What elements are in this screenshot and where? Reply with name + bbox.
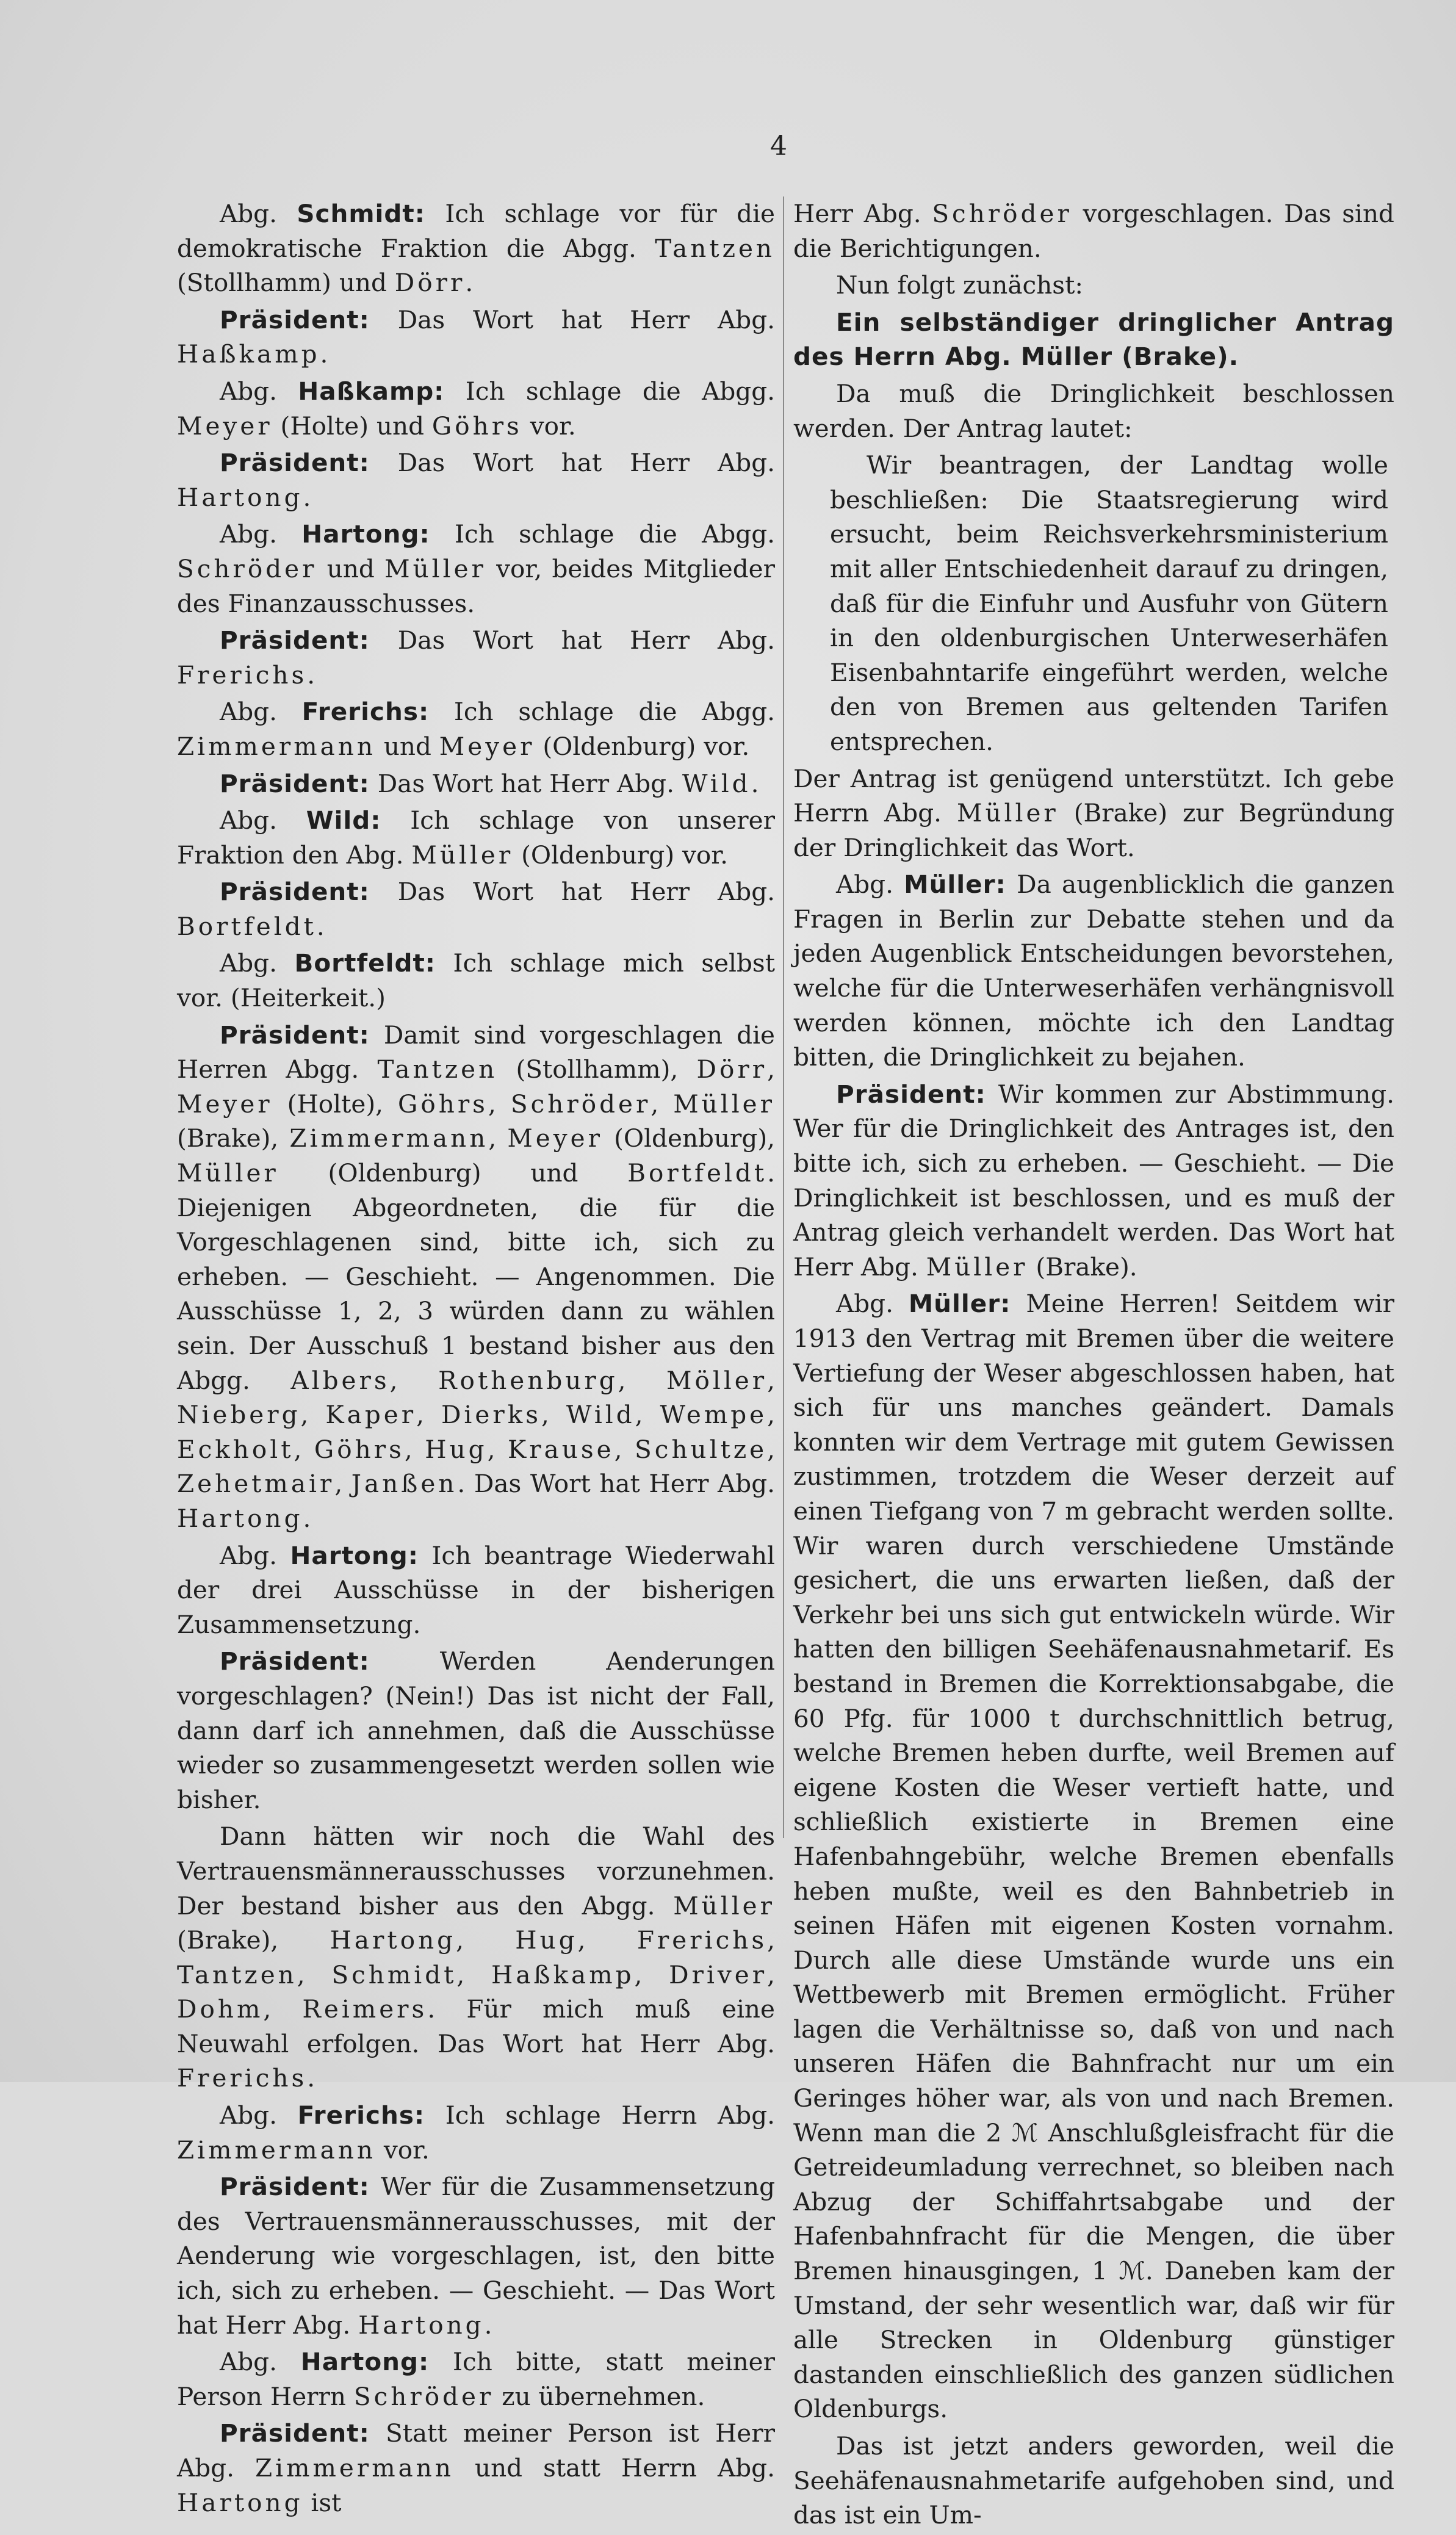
spaced-name: Frerichs <box>636 1925 768 1955</box>
spaced-name: Müller <box>384 554 486 583</box>
text-run: Abg. <box>220 948 295 978</box>
paragraph <box>177 517 775 621</box>
paragraph <box>793 377 1394 445</box>
text-run: . Diejenigen Abgeordneten, die für die Vorgeschlagenen sind, bitte ich, sich zu erheben. — Geschieht. — Angenommen. Die Ausschüsse 1, 2, 3 würden dann zu wählen sein. Der Ausschuß 1 bestand bisher aus den Abgg. <box>177 1158 775 1395</box>
spaced-name: Göhrs <box>398 1089 488 1119</box>
spaced-name: Frerichs <box>177 660 308 690</box>
text-run: Das Wort hat Herr Abg. <box>369 448 775 478</box>
paragraph <box>177 303 775 372</box>
text-run: Ich bitte, statt meiner Person Herrn <box>177 2347 775 2411</box>
spaced-name: Hartong <box>177 1503 303 1533</box>
text-run: Ich beantrage Wiederwahl der drei Ausschüsse in der bisherigen Zusammensetzung. <box>177 1540 775 1639</box>
text-run: vor. <box>375 2135 430 2165</box>
spaced-name: Tantzen <box>655 233 775 263</box>
text-run: (Stollhamm) und <box>177 268 395 298</box>
text-run: , <box>767 1960 775 1989</box>
text-run: Wir beantragen, der Landtag wolle beschließen: Die Staatsregierung wird ersucht, beim Reichsverkehrsministerium mit aller Entschiedenheit darauf zu dringen, daß für die Einfuhr und Ausfuhr von Gütern in den oldenburgischen Unterweserhäfen Eisenbahntarife eingeführt werden, welche den von Bremen aus geltenden Tarifen entsprechen. <box>830 450 1388 756</box>
speaker-label: Schmidt: <box>297 199 425 228</box>
speaker-label: Haßkamp: <box>298 376 445 406</box>
paragraph <box>793 1286 1394 2426</box>
speaker-label: Präsident: <box>220 2172 370 2202</box>
text-run: , <box>297 1960 332 1989</box>
spaced-name: Rothenburg <box>438 1365 618 1395</box>
text-run: , <box>614 1434 635 1464</box>
paragraph <box>793 1077 1394 1285</box>
paragraph <box>793 305 1394 374</box>
spaced-name: Zimmermann <box>177 731 376 761</box>
spaced-name: Schröder <box>177 554 317 583</box>
right-column <box>793 197 1394 2535</box>
text-run: . <box>751 768 759 798</box>
text-run: Wir kommen zur Abstimmung. Wer für die Dringlichkeit des Antrages ist, den bitte ich, sich zu erheben. — Geschieht. — Die Dringlichkeit ist beschlossen, und es muß der Antrag gleich verhandelt werden. Das Wort hat Herr Abg. <box>793 1079 1394 1282</box>
speaker-label: Präsident: <box>836 1079 986 1109</box>
speaker-label: Präsident: <box>220 1646 370 1676</box>
text-run: (Brake), <box>177 1925 330 1955</box>
spaced-name: Bortfeldt <box>177 911 317 941</box>
spaced-name: Tantzen <box>377 1055 498 1084</box>
text-run: und statt Herrn Abg. <box>453 2453 775 2483</box>
text-run: , <box>635 1400 660 1430</box>
speaker-label: Präsident: <box>220 2418 370 2448</box>
spaced-name: Zehetmair <box>177 1469 335 1499</box>
spaced-name: Müller <box>177 1158 279 1188</box>
paragraph <box>177 2345 775 2414</box>
spaced-name: Haßkamp <box>177 339 320 369</box>
text-run: Herr Abg. <box>793 199 932 228</box>
speaker-label: Hartong: <box>300 2347 430 2377</box>
spaced-name: Müller <box>411 840 514 870</box>
speaker-label: Ein selbständiger dringlicher Antrag des Herrn Abg. Müller (Brake). <box>793 307 1394 372</box>
text-run: , <box>767 1400 775 1430</box>
speaker-label: Wild: <box>306 806 381 835</box>
paragraph <box>177 197 775 300</box>
spaced-name: Müller <box>673 1089 775 1119</box>
text-run: Das Wort hat Herr Abg. <box>369 626 775 655</box>
text-run: , <box>488 1089 511 1119</box>
paragraph <box>177 2098 775 2167</box>
text-run: Das Wort hat Herr Abg. <box>369 768 682 798</box>
text-run: Meine Herren! Seitdem wir 1913 den Vertrag mit Bremen über die weitere Vertiefung der Weser abgeschlossen haben, hat sich für uns manches geändert. Damals konnten wir dem Vertrage mit gutem Gewissen zustimmen, trotzdem die Weser derzeit auf einen Tiefgang von 7 m gebracht werden sollte. Wir waren durch verschiedene Umstände gesichert, die uns erwarten ließen, daß der Verkehr bei uns sich gut entwickeln würde. Wir hatten den billigen Seehäfenausnahmetarif. Es bestand in Bremen die Korrektionsabgabe, die 60 Pfg. für 1000 t durchschnittlich betrug, welche Bremen heben durfte, weil Bremen auf eigene Kosten die Weser vertieft hatte, und schließlich existierte in Bremen eine Hafenbahngebühr, welche Bremen ebenfalls heben mußte, weil es den Bahnbetrieb in seinen Häfen mit eigenen Kosten vornahm. Durch alle diese Umstände wurde uns ein Wettbewerb mit Bremen ermöglicht. Früher lagen die Verhältnisse so, daß von und nach unseren Häfen die Bahnfracht nur um ein Geringes höher war, als von und nach Bremen. Wenn man die 2 ℳ Anschlußgleisfracht für die Getreideumladung verrechnet, so bleiben nach Abzug der Schiffahrtsabgabe und der Hafenbahnfracht für die Mengen, die über Bremen hinausgingen, 1 ℳ. Daneben kam der Umstand, der sehr wesentlich war, daß wir für alle Strecken in Oldenburg günstiger dastanden einschließlich des ganzen südlichen Oldenburgs. <box>793 1289 1394 2424</box>
spaced-name: Meyer <box>177 1089 273 1119</box>
speaker-label: Präsident: <box>220 305 370 334</box>
text-run: (Oldenburg) vor. <box>513 840 729 870</box>
text-run: , <box>767 1925 775 1955</box>
text-run: (Brake), <box>177 1123 290 1153</box>
text-run: (Oldenburg), <box>602 1123 776 1153</box>
text-run: ist <box>303 2487 342 2517</box>
text-run: , <box>651 1089 674 1119</box>
paragraph <box>793 268 1394 303</box>
spaced-name: Schultze <box>635 1434 768 1464</box>
spaced-name: Zimmermann <box>177 2135 376 2165</box>
text-run: Ich schlage vor für die demokratische Fraktion die Abgg. <box>177 199 775 263</box>
paragraph <box>177 1819 775 2096</box>
spaced-name: Meyer <box>177 411 273 441</box>
text-run: , <box>416 1400 441 1430</box>
text-run: Abg. <box>220 199 297 228</box>
text-run: Das ist jetzt anders geworden, weil die Seehäfenausnahmetarife aufgehoben sind, und das ist ein Um- <box>793 2431 1394 2530</box>
paragraph <box>177 1538 775 1642</box>
spaced-name: Hartong <box>330 1925 456 1955</box>
paragraph <box>177 1018 775 1536</box>
text-run: Das Wort hat Herr Abg. <box>369 877 775 907</box>
spaced-name: Frerichs <box>177 2063 308 2093</box>
spaced-name: Dörr <box>394 268 466 298</box>
spaced-name: Hartong <box>177 2487 303 2517</box>
spaced-name: Hug <box>425 1434 488 1464</box>
text-run: Das Wort hat Herr Abg. <box>369 305 775 334</box>
spaced-name: Tantzen <box>177 1960 297 1989</box>
text-run: , <box>767 1365 776 1395</box>
text-run: , <box>263 1994 303 2024</box>
spaced-name: Janßen <box>351 1469 458 1499</box>
spaced-name: Göhrs <box>314 1434 405 1464</box>
text-run: und <box>317 554 385 583</box>
text-run: Werden Aenderungen vorgeschlagen? (Nein!) Das ist nicht der Fall, dann darf ich annehmen, daß die Ausschüsse wieder so zusammengesetzt werden sollen wie bisher. <box>177 1646 775 1814</box>
text-run: Abg. <box>220 697 302 727</box>
text-run: . Für mich muß eine Neuwahl erfolgen. Das Wort hat Herr Abg. <box>177 1994 775 2058</box>
text-run: Der Antrag ist genügend unterstützt. Ich gebe Herrn Abg. <box>793 763 1394 828</box>
text-run: , <box>294 1434 314 1464</box>
text-run: Abg. <box>836 870 904 900</box>
text-run: Ich schlage von unserer Fraktion den Abg. <box>177 806 775 870</box>
paragraph <box>177 2416 775 2520</box>
text-run: , <box>487 1434 508 1464</box>
text-run: , <box>404 1434 425 1464</box>
spaced-name: Hartong <box>358 2310 485 2340</box>
paragraph <box>177 1644 775 1817</box>
text-run: , <box>634 1960 669 1989</box>
text-run: , <box>767 1434 776 1464</box>
speaker-label: Präsident: <box>220 448 370 478</box>
spaced-name: Müller <box>926 1252 1028 1282</box>
text-run: vorgeschlagen. Das sind die Berichtigungen. <box>793 199 1394 263</box>
left-column <box>177 197 775 2522</box>
text-run: . <box>303 482 311 512</box>
spaced-name: Dörr <box>696 1055 768 1084</box>
text-run: Ich schlage die Abgg. <box>429 697 775 727</box>
text-run: (Holte) und <box>272 411 432 441</box>
text-run: , <box>389 1365 439 1395</box>
text-run: . <box>303 1503 311 1533</box>
spaced-name: Dierks <box>441 1400 542 1430</box>
spaced-name: Haßkamp <box>491 1960 635 1989</box>
speaker-label: Müller: <box>908 1289 1011 1319</box>
spaced-name: Göhrs <box>431 411 522 441</box>
speaker-label: Bortfeldt: <box>294 948 436 978</box>
text-run: , <box>456 1960 491 1989</box>
spaced-name: Driver <box>669 1960 768 1989</box>
spaced-name: Dohm <box>177 1994 264 2024</box>
spaced-name: Meyer <box>439 731 535 761</box>
text-run: Dann hätten wir noch die Wahl des Vertrauensmännerausschusses vorzunehmen. Der bestand bisher aus den Abgg. <box>177 1822 775 1920</box>
speaker-label: Müller: <box>904 870 1006 900</box>
paragraph <box>177 766 775 801</box>
text-run: Da augenblicklich die ganzen Fragen in Berlin zur Debatte stehen und da jeden Augenblick Entscheidungen bevorstehen, welche für die Unterweserhäfen verhängnisvoll werden können, möchte ich den Landtag bitten, die Dringlichkeit zu bejahen. <box>793 870 1394 1072</box>
speaker-label: Hartong: <box>290 1540 419 1570</box>
text-run: , <box>456 1925 516 1955</box>
paragraph <box>177 874 775 943</box>
text-run: vor. <box>522 411 576 441</box>
paragraph <box>793 867 1394 1075</box>
spaced-name: Kaper <box>325 1400 417 1430</box>
text-run: Abg. <box>220 376 298 406</box>
text-run: , <box>767 1055 775 1084</box>
text-run: , <box>300 1400 326 1430</box>
text-run: Da muß die Dringlichkeit beschlossen werden. Der Antrag lautet: <box>793 378 1394 443</box>
text-run: (Oldenburg) und <box>278 1158 628 1188</box>
column-divider <box>783 197 784 1838</box>
speaker-label: Frerichs: <box>297 2100 425 2130</box>
text-run: . <box>307 2063 315 2093</box>
text-run: und <box>375 731 439 761</box>
spaced-name: Bortfeldt <box>627 1158 768 1188</box>
text-run: Abg. <box>220 2100 298 2130</box>
paragraph <box>177 694 775 763</box>
spaced-name: Reimers <box>302 1994 428 2024</box>
text-run: (Holte), <box>272 1089 398 1119</box>
spaced-name: Wild <box>566 1400 635 1430</box>
speaker-label: Hartong: <box>301 519 430 549</box>
spaced-name: Zimmermann <box>289 1123 489 1153</box>
spaced-name: Möller <box>666 1365 768 1395</box>
text-run: vor, beides Mitglieder des Finanzausschusses. <box>177 554 775 618</box>
text-run: (Oldenburg) vor. <box>535 731 750 761</box>
text-run: Ich schlage die Abgg. <box>430 519 775 549</box>
text-run: (Brake). <box>1028 1252 1137 1282</box>
text-run: (Stollhamm), <box>497 1055 697 1084</box>
spaced-name: Schröder <box>353 2381 494 2411</box>
text-run: , <box>541 1400 566 1430</box>
spaced-name: Müller <box>956 798 1059 828</box>
text-run: Abg. <box>220 519 302 549</box>
spaced-name: Nieberg <box>177 1400 301 1430</box>
text-run: Ich schlage Herrn Abg. <box>425 2100 775 2130</box>
text-run: . <box>484 2310 492 2340</box>
paragraph <box>177 803 775 872</box>
text-run: Ich schlage mich selbst vor. (Heiterkeit.) <box>177 948 775 1013</box>
text-run: . <box>316 911 325 941</box>
text-run: , <box>577 1925 637 1955</box>
text-run: Ich schlage die Abgg. <box>444 376 775 406</box>
spaced-name: Zimmermann <box>255 2453 454 2483</box>
text-run: zu übernehmen. <box>494 2381 705 2411</box>
spaced-name: Hug <box>515 1925 578 1955</box>
quoted-motion-paragraph <box>830 448 1388 759</box>
paragraph <box>793 2429 1394 2533</box>
text-run: (Brake) zur Begründung der Dringlichkeit das Wort. <box>793 798 1395 862</box>
text-run: Wer für die Zusammensetzung des Vertrauensmännerausschusses, mit der Aenderung wie vorgeschlagen, ist, den bitte ich, sich zu erheben. — Geschieht. — Das Wort hat Herr Abg. <box>177 2172 775 2340</box>
text-run: , <box>488 1123 508 1153</box>
text-run: Damit sind vorgeschlagen die Herren Abgg. <box>177 1020 775 1084</box>
speaker-label: Präsident: <box>220 626 370 655</box>
speaker-label: Frerichs: <box>301 697 430 727</box>
speaker-label: Präsident: <box>220 768 370 798</box>
text-run: . <box>307 660 315 690</box>
spaced-name: Wempe <box>660 1400 768 1430</box>
speaker-label: Präsident: <box>220 877 370 907</box>
spaced-name: Meyer <box>507 1123 603 1153</box>
paragraph <box>177 374 775 443</box>
text-run: . <box>320 339 328 369</box>
spaced-name: Müller <box>673 1891 775 1920</box>
text-run: Abg. <box>220 806 306 835</box>
spaced-name: Schröder <box>932 199 1072 228</box>
paragraph <box>793 197 1394 265</box>
text-run: Abg. <box>220 1540 290 1570</box>
spaced-name: Wild <box>682 768 751 798</box>
page-number: 4 <box>770 131 787 162</box>
text-run: , <box>334 1469 351 1499</box>
paragraph <box>177 623 775 692</box>
text-run: . Das Wort hat Herr Abg. <box>457 1469 776 1499</box>
spaced-name: Krause <box>508 1434 614 1464</box>
spaced-name: Schmidt <box>331 1960 457 1989</box>
text-run: Abg. <box>836 1289 909 1319</box>
paragraph <box>177 946 775 1015</box>
text-run: , <box>618 1365 667 1395</box>
text-run: . <box>465 268 474 298</box>
spaced-name: Schröder <box>510 1089 651 1119</box>
text-run: Nun folgt zunächst: <box>836 270 1083 300</box>
spaced-name: Albers <box>290 1365 390 1395</box>
text-run: Abg. <box>220 2347 301 2377</box>
speaker-label: Präsident: <box>220 1020 370 1050</box>
spaced-name: Eckholt <box>177 1434 294 1464</box>
spaced-name: Hartong <box>177 482 303 512</box>
text-run: Statt meiner Person ist Herr Abg. <box>177 2418 775 2483</box>
paragraph <box>177 2169 775 2342</box>
paragraph <box>793 762 1394 865</box>
paragraph <box>177 445 775 514</box>
